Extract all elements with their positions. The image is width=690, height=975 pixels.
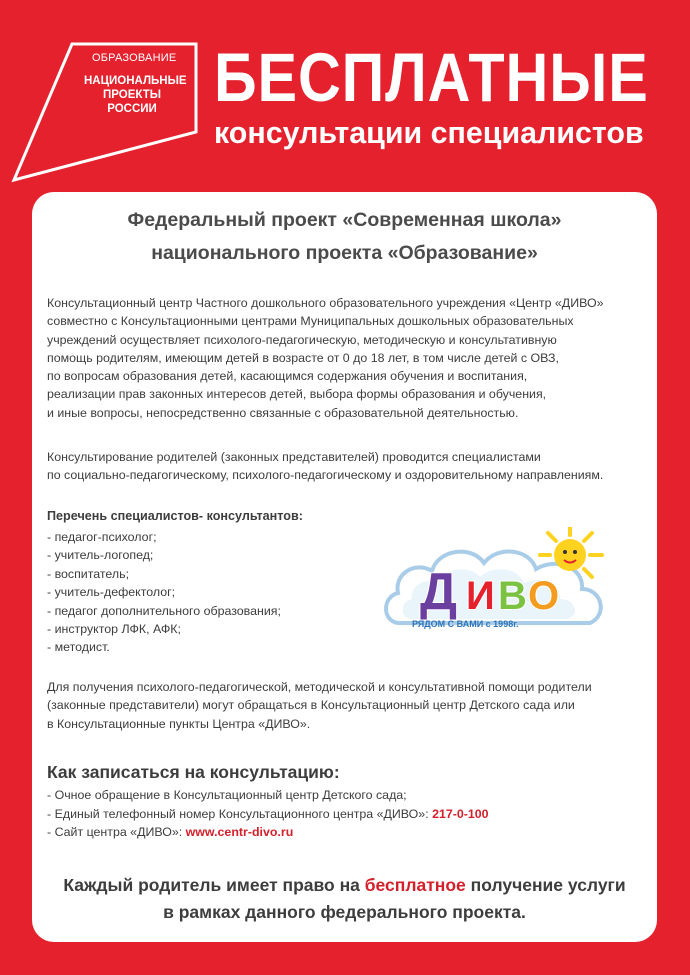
site-link[interactable]: www.centr-divo.ru — [185, 825, 294, 840]
list-item — [47, 805, 489, 824]
text-line: совместно с Консультационными центрами Муниципальных дошкольных образовательных — [47, 314, 574, 329]
footer-line: в рамках данного федерального проекта. — [163, 902, 526, 922]
text-line: помощь родителям, имеющим детей в возрасте от 0 до 18 лет, в том числе детей с ОВЗ, — [47, 350, 559, 365]
footer-text: получение услуги — [465, 875, 626, 895]
title-line: Федеральный проект «Современная школа» — [127, 209, 562, 231]
paragraph-contact — [47, 678, 647, 733]
phone-number[interactable]: 217-0-100 — [432, 806, 489, 821]
logo-line: ПРОЕКТЫ — [103, 89, 161, 101]
text-line: Для получения психолого-педагогической, методической и консультативной помощи родители — [47, 680, 592, 694]
paragraph-consulting — [47, 448, 647, 485]
divo-logo — [380, 527, 612, 647]
national-projects-logo — [0, 0, 200, 200]
page-title — [32, 204, 657, 270]
headline — [214, 38, 664, 150]
footer-highlight: бесплатное — [364, 875, 466, 895]
text-line: в Консультационные пункты Центра «ДИВО». — [47, 716, 311, 731]
text-line: учреждений осуществляет психолого-педагогическую, методическую и консультативную — [47, 332, 557, 347]
divo-letter-v: В — [498, 574, 527, 618]
divo-cloud-sun-icon — [380, 527, 612, 647]
logo-line: НАЦИОНАЛЬНЫЕ — [84, 75, 187, 87]
list-item: - педагог дополнительного образования; — [47, 603, 281, 618]
signup-list — [47, 786, 489, 842]
list-item: - инструктор ЛФК, АФК; — [47, 622, 181, 637]
content-card — [32, 192, 657, 942]
text-line: по вопросам образования детей, касающимся содержания обучения и воспитания, — [47, 369, 528, 384]
list-item: - педагог-психолог; — [47, 530, 157, 544]
text-line: Консультационный центр Частного дошкольного образовательного учреждения «Центр «ДИВО» — [47, 296, 604, 310]
divo-slogan: РЯДОМ С ВАМИ с 1998г. — [412, 619, 519, 629]
list-item: - воспитатель; — [47, 566, 130, 581]
logo-line: РОССИИ — [107, 103, 157, 115]
logo-main-text — [84, 74, 187, 116]
text-line: по социально-педагогическому, психолого-педагогическому и оздоровительному направлениям. — [47, 468, 604, 483]
list-item: - учитель-дефектолог; — [47, 585, 176, 600]
divo-letter-i: И — [466, 574, 495, 618]
headline-sub: консультации специалистов — [214, 115, 644, 150]
paragraph-intro — [47, 294, 647, 422]
title-line: национального проекта «Образование» — [151, 242, 538, 264]
divo-letter-o: О — [528, 574, 560, 618]
divo-letter-d: Д — [420, 563, 458, 621]
list-item: - Очное обращение в Консультационный центр Детского сада; — [47, 788, 407, 802]
specialists-list — [47, 528, 281, 657]
footer-statement — [32, 872, 657, 926]
text-line: реализации прав законных интересов детей, выбора формы образования и обучения, — [47, 387, 547, 402]
text-line: и иные вопросы, непосредственно связанные с образовательной деятельностью. — [47, 405, 519, 420]
signup-title: Как записаться на консультацию: — [47, 762, 340, 782]
list-item: - учитель-логопед; — [47, 548, 154, 563]
phone-label: - Единый телефонный номер Консультационного центра «ДИВО»: — [47, 806, 433, 821]
text-line: (законные представители) могут обращаться в Консультационный центр Детского сада или — [47, 698, 575, 713]
site-label: - Сайт центра «ДИВО»: — [47, 825, 186, 840]
list-item — [47, 823, 489, 842]
headline-big: БЕСПЛАТНЫЕ — [214, 39, 649, 116]
list-item: - методист. — [47, 640, 110, 655]
logo-top-text: ОБРАЗОВАНИЕ — [92, 52, 177, 64]
footer-text: Каждый родитель имеет право на — [63, 875, 365, 895]
text-line: Консультирование родителей (законных представителей) проводится специалистами — [47, 450, 541, 464]
footer-line — [32, 872, 657, 899]
specialists-title: Перечень специалистов- консультантов: — [47, 509, 303, 523]
